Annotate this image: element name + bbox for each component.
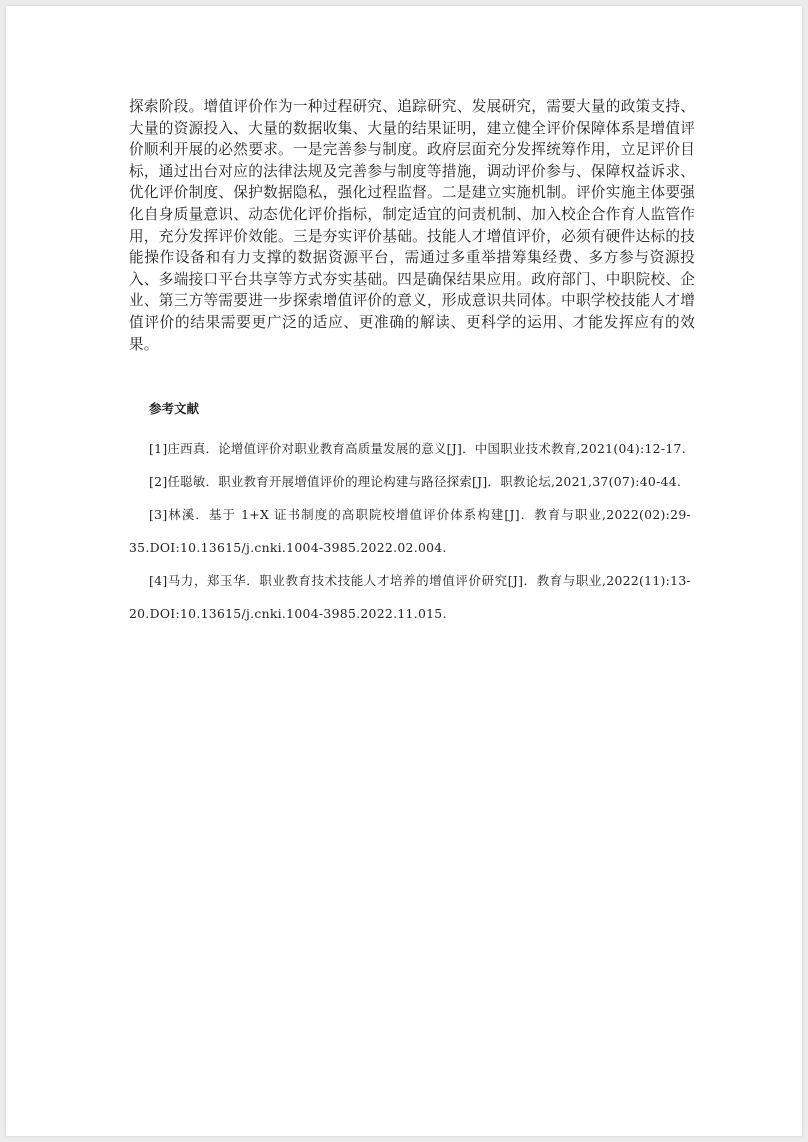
reference-item-1: [1]庄西真．论增值评价对职业教育高质量发展的意义[J]．中国职业技术教育,2021(04):12-17. (149, 441, 686, 456)
reference-item-3: [3]林溪．基于 1+X 证书制度的高职院校增值评价体系构建[J]．教育与职业,2022(02):29-35.DOI:10.13615/j.cnki.1004-3985.2022.02.004. (129, 507, 691, 555)
references-heading: 参考文献 (149, 401, 200, 416)
reference-item-2: [2]任聪敏．职业教育开展增值评价的理论构建与路径探索[J]．职教论坛,2021,37(07):40-44. (149, 474, 682, 489)
document-page (6, 6, 802, 1136)
reference-item-4: [4]马力，郑玉华．职业教育技术技能人才培养的增值评价研究[J]．教育与职业,2022(11):13-20.DOI:10.13615/j.cnki.1004-3985.2022.11.015. (129, 573, 691, 621)
body-paragraph: 探索阶段。增值评价作为一种过程研究、追踪研究、发展研究，需要大量的政策支持、大量的资源投入、大量的数据收集、大量的结果证明，建立健全评价保障体系是增值评价顺利开展的必然要求。一是完善参与制度。政府层面充分发挥统筹作用，立足评价目标，通过出台对应的法律法规及完善参与制度等措施，调动评价参与、保障权益诉求、优化评价制度、保护数据隐私，强化过程监督。二是建立实施机制。评价实施主体要强化自身质量意识、动态优化评价指标，制定适宜的问责机制、加入校企合作育人监管作用，充分发挥评价效能。三是夯实评价基础。技能人才增值评价，必须有硬件达标的技能操作设备和有力支撑的数据资源平台，需通过多重举措筹集经费、多方参与资源投入、多端接口平台共享等方式夯实基础。四是确保结果应用。政府部门、中职院校、企业、第三方等需要进一步探索增值评价的意义，形成意识共同体。中职学校技能人才增值评价的结果需要更广泛的适应、更准确的解读、更科学的运用、才能发挥应有的效果。 (129, 98, 695, 353)
references-list (129, 432, 691, 630)
